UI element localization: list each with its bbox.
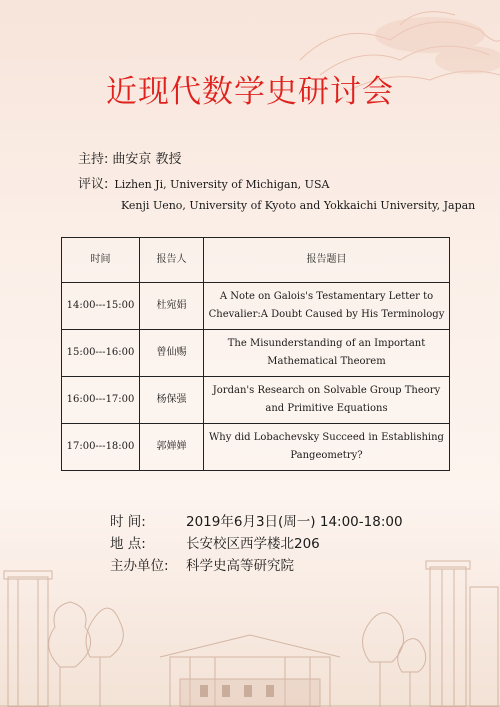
event-time bbox=[110, 510, 403, 532]
reviewer-1: Lizhen Ji, University of Michigan, USA bbox=[114, 178, 330, 191]
table-row bbox=[62, 283, 450, 330]
place-value: 长安校区西学楼北206 bbox=[186, 536, 320, 552]
header-time: 时间 bbox=[62, 238, 140, 283]
event-info bbox=[110, 510, 403, 576]
table-row bbox=[62, 424, 450, 471]
place-label: 地 点: bbox=[110, 536, 146, 552]
schedule-table bbox=[61, 237, 450, 471]
row-time: 17:00---18:00 bbox=[62, 424, 140, 471]
row-speaker: 曾仙赐 bbox=[140, 330, 204, 377]
header-speaker: 报告人 bbox=[140, 238, 204, 283]
page-title: 近现代数学史研讨会 bbox=[106, 74, 394, 110]
reviewers bbox=[78, 173, 476, 212]
row-time: 14:00---15:00 bbox=[62, 283, 140, 330]
row-speaker: 杨保强 bbox=[140, 377, 204, 424]
time-value: 2019年6月3日(周一) 14:00-18:00 bbox=[186, 514, 403, 530]
organizer-value: 科学史高等研究院 bbox=[186, 558, 294, 574]
campus-gate-illustration bbox=[0, 557, 500, 707]
reviewer-2: Kenji Ueno, University of Kyoto and Yokkaichi University, Japan bbox=[121, 199, 476, 212]
host-line bbox=[78, 148, 182, 167]
row-title: A Note on Galois's Testamentary Letter to Chevalier:A Doubt Caused by His Terminology bbox=[204, 283, 450, 330]
reviewers-label: 评议: bbox=[78, 177, 109, 192]
row-title: The Misunderstanding of an Important Mathematical Theorem bbox=[204, 330, 450, 377]
row-time: 15:00---16:00 bbox=[62, 330, 140, 377]
event-organizer bbox=[110, 554, 403, 576]
table-row bbox=[62, 377, 450, 424]
row-time: 16:00---17:00 bbox=[62, 377, 140, 424]
table-row bbox=[62, 330, 450, 377]
host-value: 曲安京 教授 bbox=[112, 152, 182, 167]
event-place bbox=[110, 532, 403, 554]
table-header-row bbox=[62, 238, 450, 283]
time-label: 时 间: bbox=[110, 514, 146, 530]
row-title: Why did Lobachevsky Succeed in Establishing Pangeometry? bbox=[204, 424, 450, 471]
host-label: 主持: bbox=[78, 152, 109, 167]
row-speaker: 郭婵婵 bbox=[140, 424, 204, 471]
row-speaker: 杜宛娟 bbox=[140, 283, 204, 330]
header-title: 报告题目 bbox=[204, 238, 450, 283]
row-title: Jordan's Research on Solvable Group Theory and Primitive Equations bbox=[204, 377, 450, 424]
organizer-label: 主办单位: bbox=[110, 558, 169, 574]
